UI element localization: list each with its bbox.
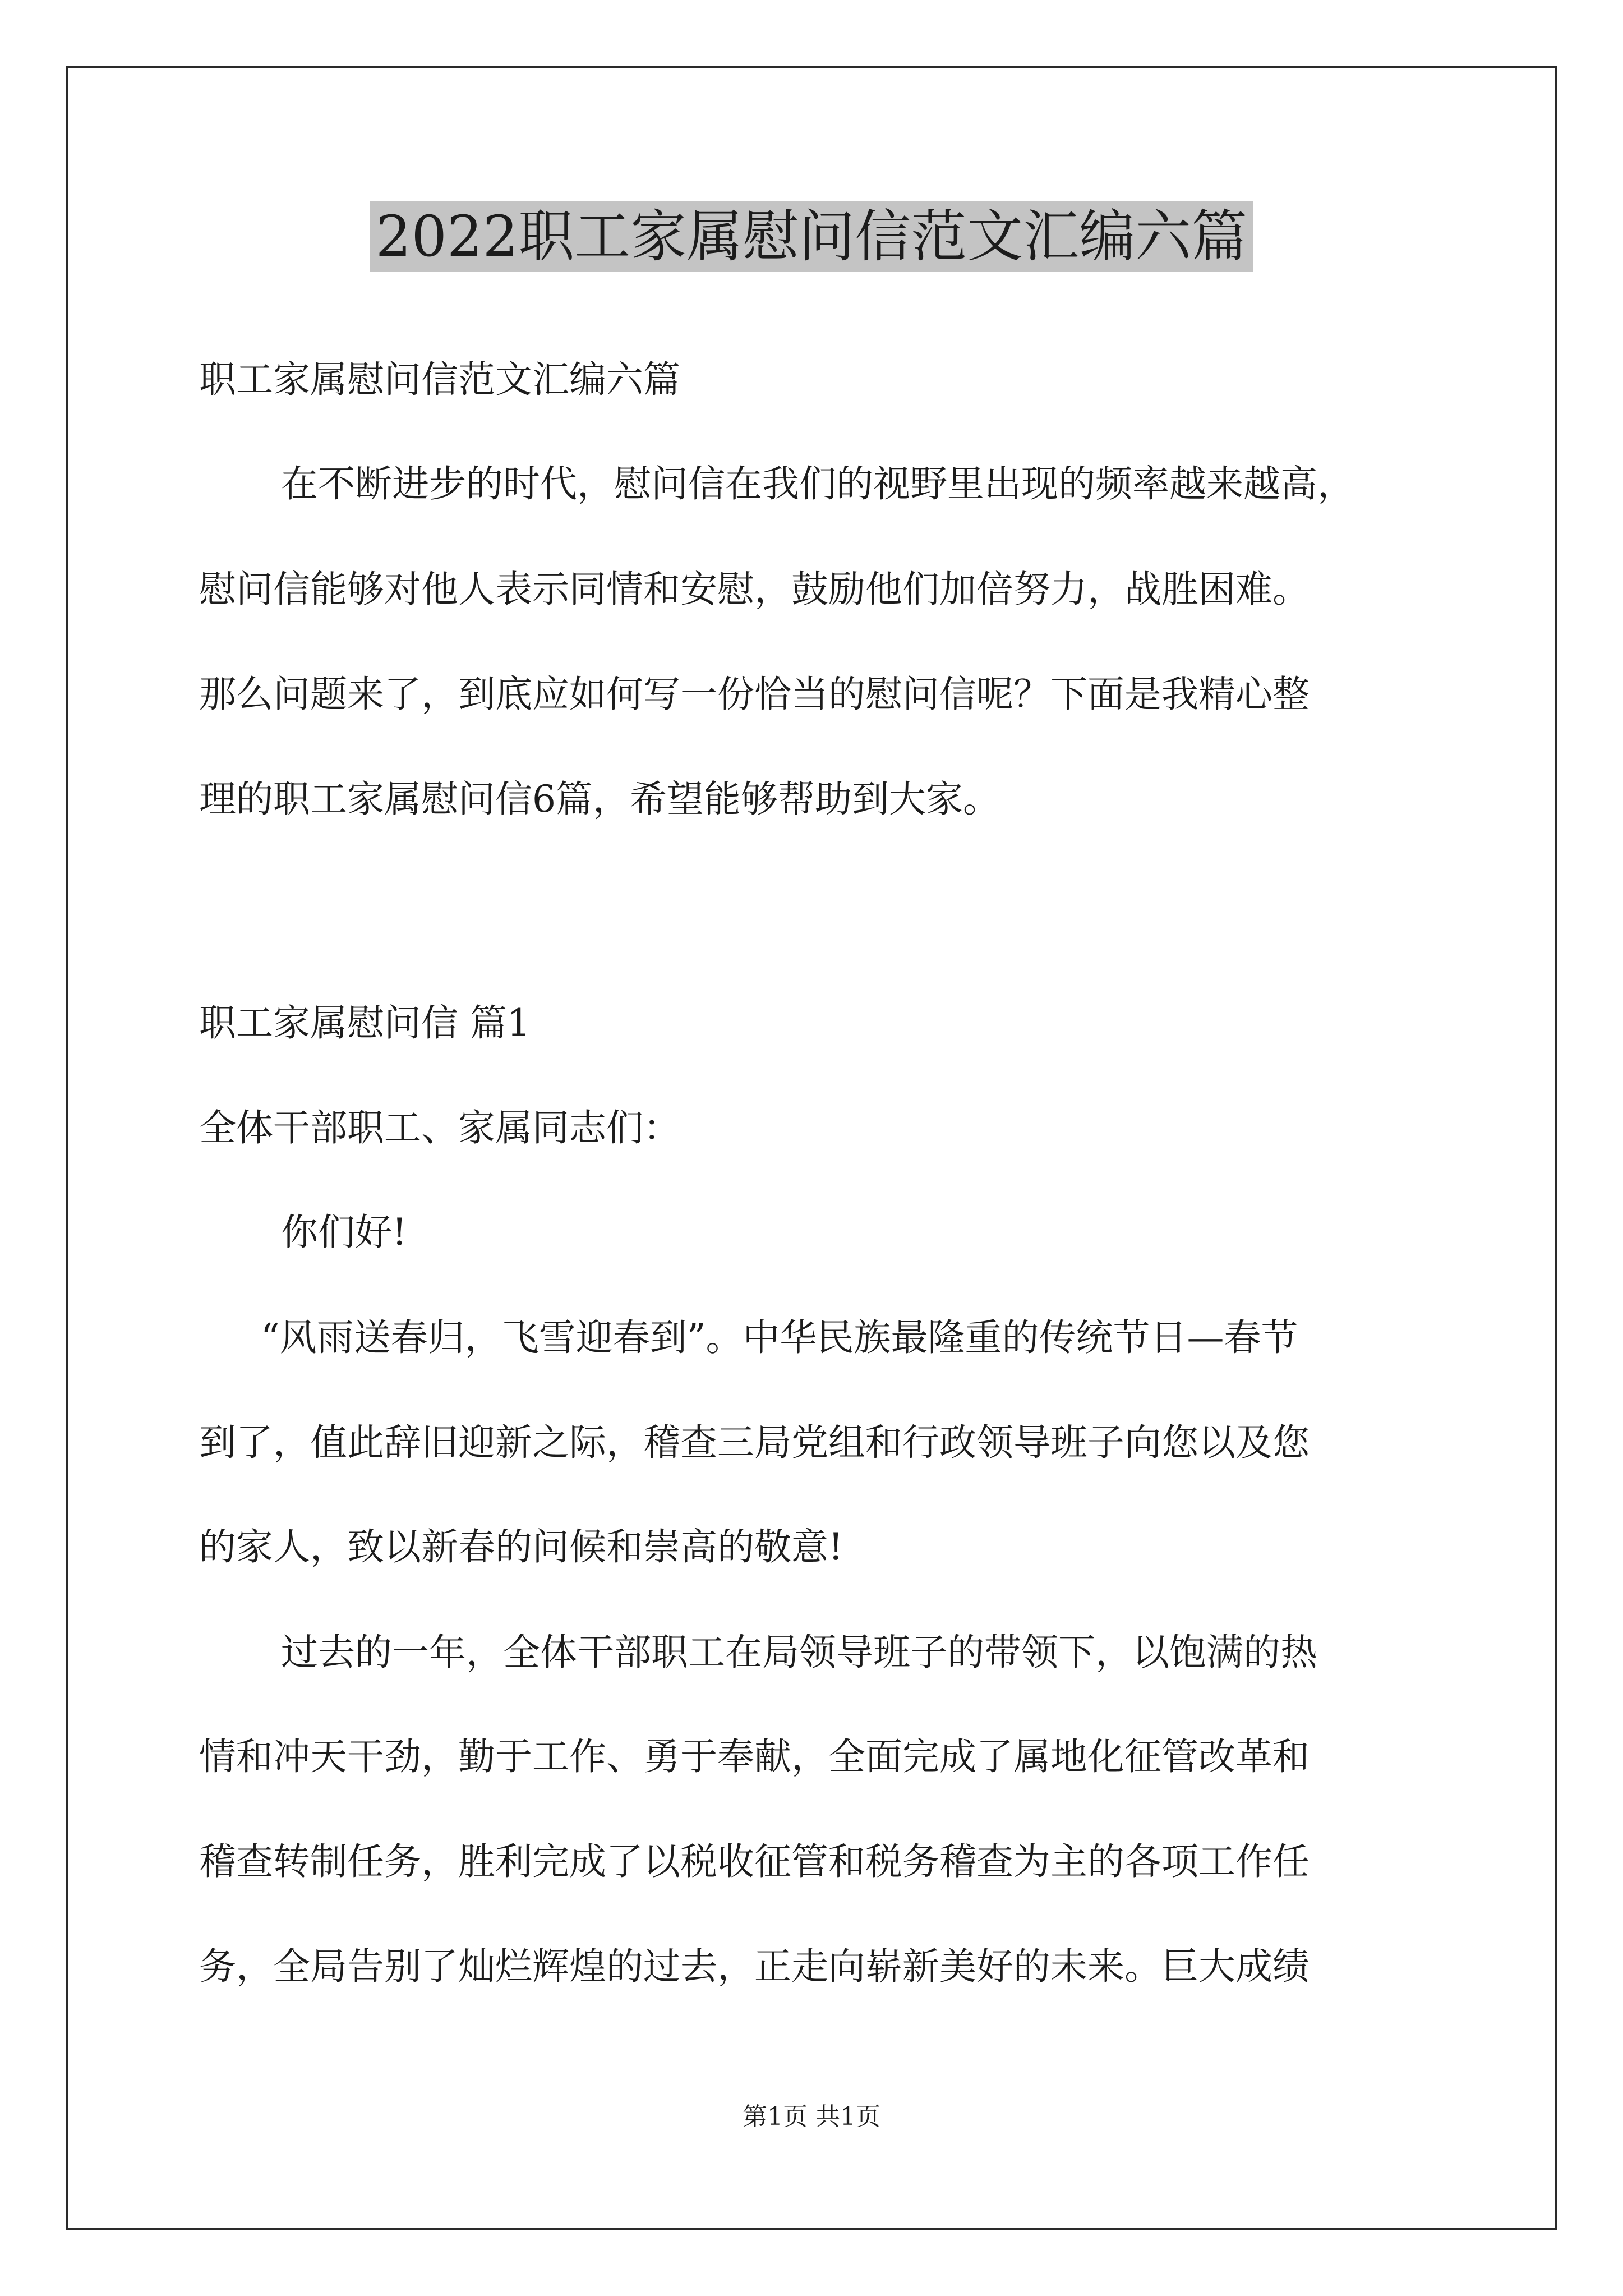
document-title-text: 2022职工家属慰问信范文汇编六篇 xyxy=(370,201,1253,272)
page-number-footer: 第1页 共1页 xyxy=(743,2102,880,2131)
section-heading: 职工家属慰问信 篇1 xyxy=(199,1001,531,1045)
intro-line: 在不断进步的时代，慰问信在我们的视野里出现的频率越来越高， xyxy=(281,462,1354,505)
intro-line: 慰问信能够对他人表示同情和安慰，鼓励他们加倍努力，战胜困难。 xyxy=(199,568,1310,611)
paragraph-line: 稽查转制任务，胜利完成了以税收征管和税务稽查为主的各项工作任 xyxy=(199,1840,1310,1883)
paragraph-line: 的家人，致以新春的问候和崇高的敬意! xyxy=(199,1525,843,1568)
paragraph-line: 情和冲天干劲，勤于工作、勇于奉献，全面完成了属地化征管改革和 xyxy=(199,1735,1310,1778)
salutation: 全体干部职工、家属同志们： xyxy=(199,1106,680,1149)
greeting: 你们好! xyxy=(281,1211,407,1254)
intro-line: 理的职工家属慰问信6篇，希望能够帮助到大家。 xyxy=(199,777,1000,821)
document-title xyxy=(0,197,1623,276)
paragraph-line: 过去的一年，全体干部职工在局领导班子的带领下，以饱满的热 xyxy=(281,1631,1317,1674)
document-subtitle: 职工家属慰问信范文汇编六篇 xyxy=(199,358,680,401)
paragraph-line: “风雨送春归，飞雪迎春到”。中华民族最隆重的传统节日—春节 xyxy=(261,1316,1298,1359)
paragraph-line: 务，全局告别了灿烂辉煌的过去，正走向崭新美好的未来。巨大成绩 xyxy=(199,1945,1310,1988)
intro-line: 那么问题来了，到底应如何写一份恰当的慰问信呢？下面是我精心整 xyxy=(199,673,1310,716)
paragraph-line: 到了，值此辞旧迎新之际，稽查三局党组和行政领导班子向您以及您 xyxy=(199,1421,1310,1464)
